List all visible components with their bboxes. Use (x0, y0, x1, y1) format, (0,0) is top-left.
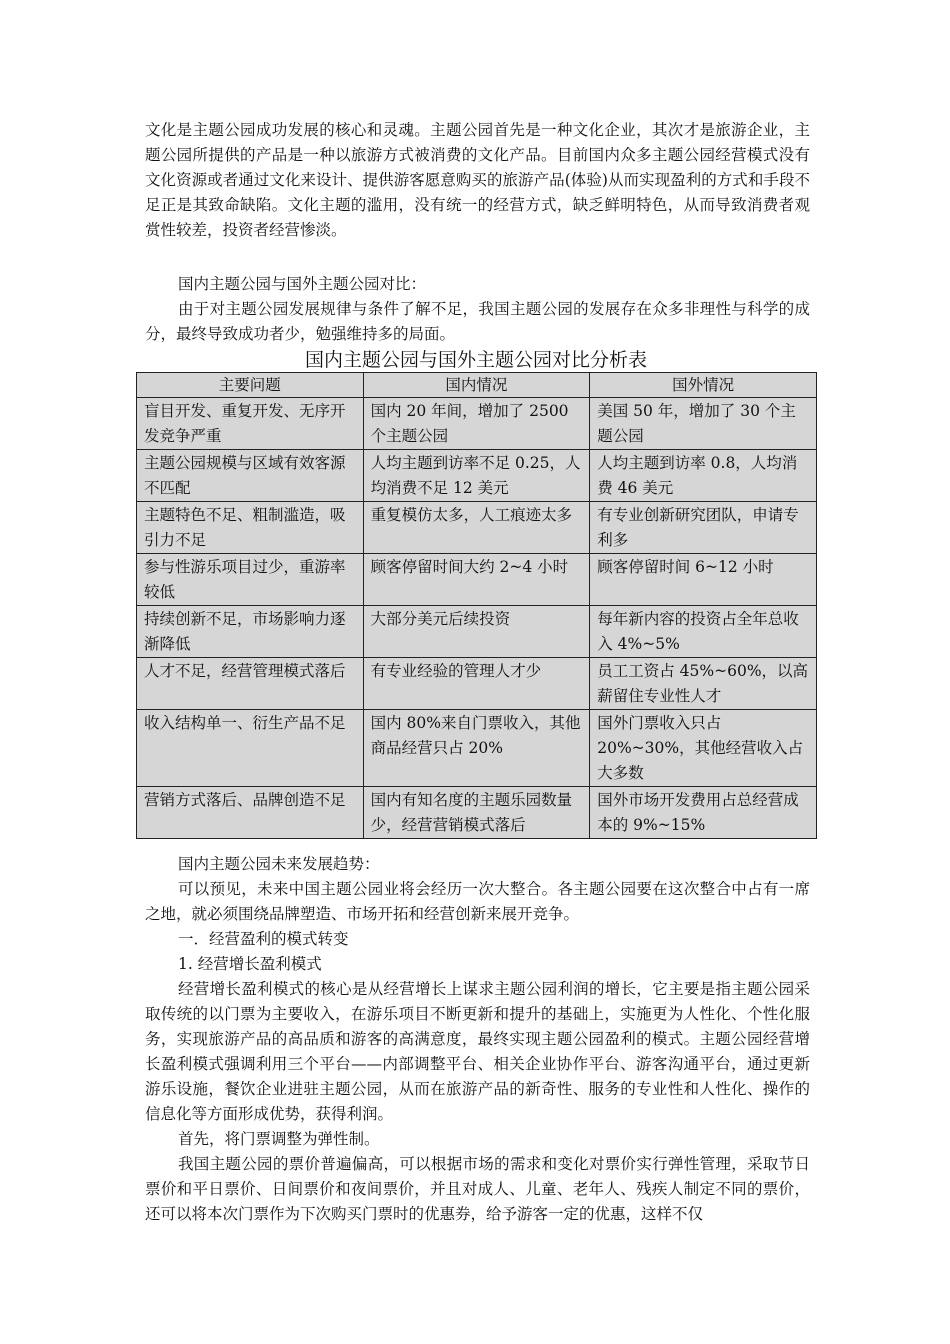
table-cell: 营销方式落后、品牌创造不足 (137, 787, 364, 839)
table-cell: 盲目开发、重复开发、无序开发竞争严重 (137, 398, 364, 450)
table-title: 国内主题公园与国外主题公园对比分析表 (304, 349, 647, 371)
table-cell: 员工工资占 45%~60%，以高薪留住专业性人才 (590, 658, 817, 710)
comparison-heading: 国内主题公园与国外主题公园对比： (178, 275, 427, 293)
model-paragraph: 经营增长盈利模式的核心是从经营增长上谋求主题公园利润的增长，它主要是指主题公园采取传统的以门票为主要收入，在游乐项目不断更新和提升的基础上，实施更为人性化、个性化服务，实现旅游产品的高品质和游客的高满意度，最终实现主题公园盈利的模式。主题公园经营增长盈利模式强调利用三个平台——内部调整平台、相关企业协作平台、游客沟通平台，通过更新游乐设施，餐饮企业进驻主题公园，从而在旅游产品的新奇性、服务的专业性和人性化、操作的信息化等方面形成优势，获得利润。 (145, 980, 810, 1123)
table-cell: 持续创新不足，市场影响力逐渐降低 (137, 606, 364, 658)
table-row (137, 450, 817, 502)
comparison-table (136, 372, 817, 839)
table-cell: 主题公园规模与区域有效客源不匹配 (137, 450, 364, 502)
table-cell: 国外门票收入只占 20%~30%，其他经营收入占大多数 (590, 710, 817, 787)
table-row (137, 658, 817, 710)
ticket-paragraph: 我国主题公园的票价普遍偏高，可以根据市场的需求和变化对票价实行弹性管理，采取节日票价和平日票价、日间票价和夜间票价，并且对成人、儿童、老年人、残疾人制定不同的票价，还可以将本次门票作为下次购买门票时的优惠券，给予游客一定的优惠，这样不仅 (145, 1155, 810, 1223)
table-header-cell: 国内情况 (363, 373, 590, 398)
table-cell: 国外市场开发费用占总经营成本的 9%~15% (590, 787, 817, 839)
table-cell: 有专业经验的管理人才少 (363, 658, 590, 710)
table-header-cell: 主要问题 (137, 373, 364, 398)
table-row (137, 398, 817, 450)
table-cell: 国内 20 年间，增加了 2500 个主题公园 (363, 398, 590, 450)
comparison-paragraph: 由于对主题公园发展规律与条件了解不足，我国主题公园的发展存在众多非理性与科学的成分，最终导致成功者少，勉强维持多的局面。 (145, 300, 810, 343)
table-row (137, 710, 817, 787)
table-cell: 人均主题到访率不足 0.25，人均消费不足 12 美元 (363, 450, 590, 502)
table-row (137, 787, 817, 839)
table-cell: 主题特色不足、粗制滥造，吸引力不足 (137, 502, 364, 554)
trend-heading: 国内主题公园未来发展趋势： (178, 855, 380, 873)
section-heading: 一．经营盈利的模式转变 (178, 930, 349, 948)
intro-paragraph: 文化是主题公园成功发展的核心和灵魂。主题公园首先是一种文化企业，其次才是旅游企业，主题公园所提供的产品是一种以旅游方式被消费的文化产品。目前国内众多主题公园经营模式没有文化资源或者通过文化来设计、提供游客愿意购买的旅游产品(体验)从而实现盈利的方式和手段不足正是其致命缺陷。文化主题的滥用，没有统一的经营方式，缺乏鲜明特色，从而导致消费者观赏性较差，投资者经营惨淡。 (145, 121, 810, 239)
table-cell: 人才不足，经营管理模式落后 (137, 658, 364, 710)
table-cell: 每年新内容的投资占全年总收入 4%~5% (590, 606, 817, 658)
table-cell: 人均主题到访率 0.8，人均消费 46 美元 (590, 450, 817, 502)
first-point: 首先，将门票调整为弹性制。 (178, 1130, 380, 1148)
table-row (137, 554, 817, 606)
table-cell: 重复模仿太多，人工痕迹太多 (363, 502, 590, 554)
table-header-cell: 国外情况 (590, 373, 817, 398)
table-header-row (137, 373, 817, 398)
table-cell: 顾客停留时间 6~12 小时 (590, 554, 817, 606)
table-cell: 国内 80%来自门票收入，其他商品经营只占 20% (363, 710, 590, 787)
table-cell: 大部分美元后续投资 (363, 606, 590, 658)
trend-paragraph: 可以预见，未来中国主题公园业将会经历一次大整合。各主题公园要在这次整合中占有一席之地，就必须围绕品牌塑造、市场开拓和经营创新来展开竞争。 (145, 880, 810, 923)
table-row (137, 502, 817, 554)
table-cell: 收入结构单一、衍生产品不足 (137, 710, 364, 787)
subsection-heading: 1. 经营增长盈利模式 (178, 955, 322, 973)
table-row (137, 606, 817, 658)
table-cell: 有专业创新研究团队，申请专利多 (590, 502, 817, 554)
table-cell: 顾客停留时间大约 2~4 小时 (363, 554, 590, 606)
table-cell: 参与性游乐项目过少，重游率较低 (137, 554, 364, 606)
table-cell: 国内有知名度的主题乐园数量少，经营营销模式落后 (363, 787, 590, 839)
table-cell: 美国 50 年，增加了 30 个主题公园 (590, 398, 817, 450)
